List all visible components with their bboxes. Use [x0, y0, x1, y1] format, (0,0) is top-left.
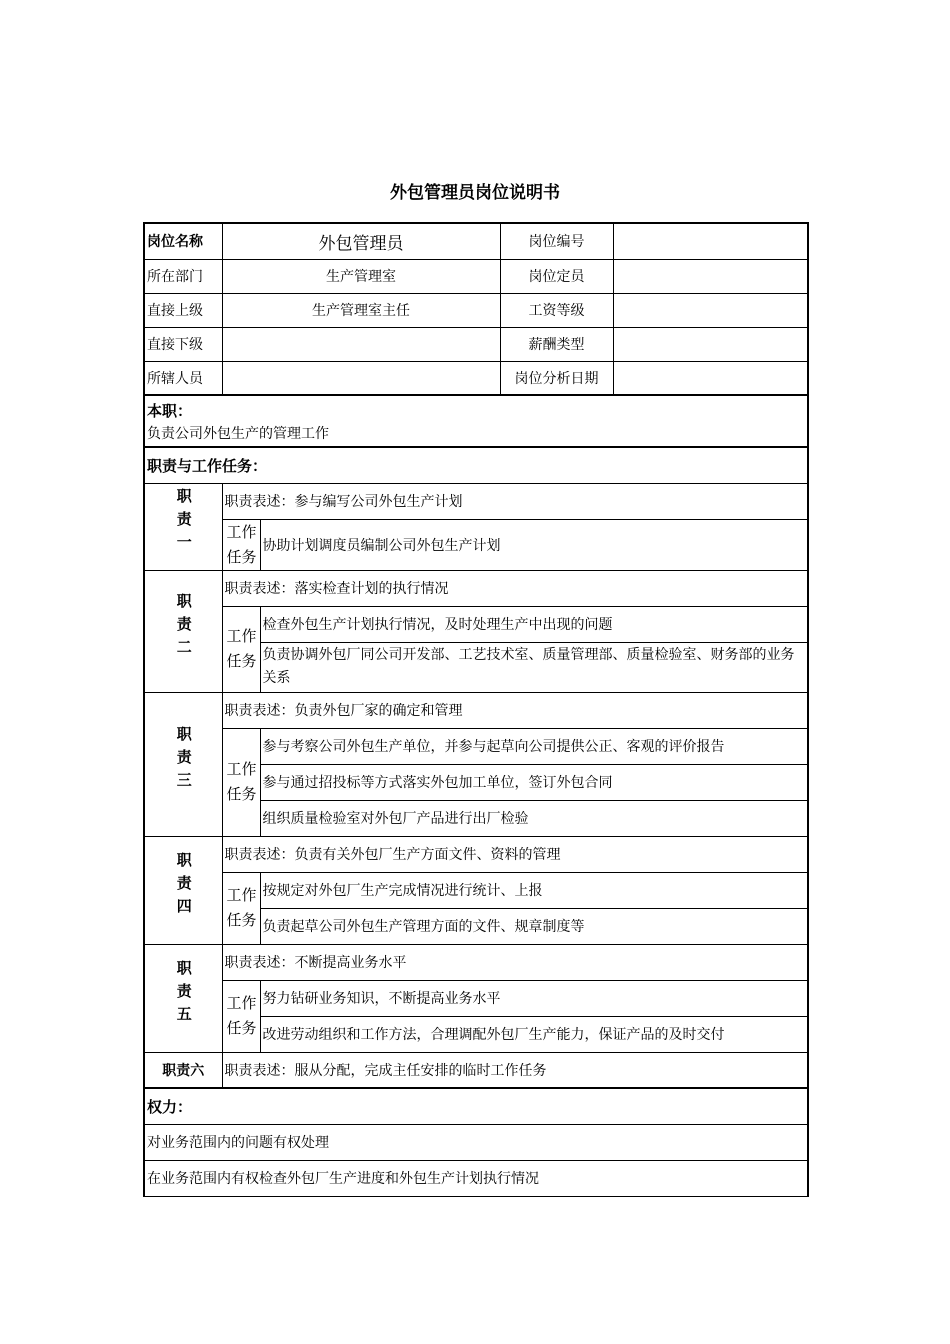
duty-5-label	[144, 944, 222, 1052]
duty-4-task-label	[222, 872, 260, 944]
position-name-value: 外包管理员	[222, 223, 500, 259]
superior-value: 生产管理室主任	[222, 293, 500, 327]
position-code-value	[613, 223, 808, 259]
wage-grade-label: 工资等级	[500, 293, 613, 327]
core-duty-label: 本职：	[147, 402, 193, 420]
duty-3-label	[144, 692, 222, 836]
duty-6-statement: 职责表述：服从分配，完成主任安排的临时工作任务	[222, 1052, 808, 1088]
duty-2-label-text: 职责二	[174, 592, 193, 662]
salary-type-value	[613, 327, 808, 361]
duty-5-statement: 职责表述：不断提高业务水平	[222, 944, 808, 980]
duty-2-statement: 职责表述：落实检查计划的执行情况	[222, 570, 808, 606]
duty-5-task-2: 改进劳动组织和工作方法，合理调配外包厂生产能力，保证产品的及时交付	[260, 1016, 808, 1052]
duty-2-task-label	[222, 606, 260, 692]
duties-header: 职责与工作任务：	[144, 447, 808, 483]
duty-2-label	[144, 570, 222, 692]
analysis-date-label: 岗位分析日期	[500, 361, 613, 395]
duty-3-task-2: 参与通过招投标等方式落实外包加工单位，签订外包合同	[260, 764, 808, 800]
duty-2-task-1: 检查外包生产计划执行情况，及时处理生产中出现的问题	[260, 606, 808, 642]
duty-5-label-text: 职责五	[174, 959, 193, 1029]
duty-1-label	[144, 483, 222, 570]
staff-value	[222, 361, 500, 395]
duty-3-task-label	[222, 728, 260, 836]
duty-1-task-label-text: 工作任务	[226, 522, 257, 566]
duty-3-task-label-text: 工作任务	[226, 760, 257, 803]
core-duty-value: 负责公司外包生产的管理工作	[147, 426, 329, 442]
headcount-label: 岗位定员	[500, 259, 613, 293]
duty-4-task-label-text: 工作任务	[226, 886, 257, 929]
duty-2-task-2: 负责协调外包厂同公司开发部、工艺技术室、质量管理部、质量检验室、财务部的业务关系	[260, 642, 808, 692]
department-value: 生产管理室	[222, 259, 500, 293]
duty-5-task-label	[222, 980, 260, 1052]
duty-4-task-1: 按规定对外包厂生产完成情况进行统计、上报	[260, 872, 808, 908]
authority-item-1: 对业务范围内的问题有权处理	[144, 1124, 808, 1160]
position-name-label: 岗位名称	[144, 223, 222, 259]
duty-5-task-label-text: 工作任务	[226, 994, 257, 1037]
duty-3-task-3: 组织质量检验室对外包厂产品进行出厂检验	[260, 800, 808, 836]
wage-grade-value	[613, 293, 808, 327]
duty-1-task-label	[222, 519, 260, 570]
duty-2-task-label-text: 工作任务	[226, 627, 257, 670]
duty-1-label-text: 职责一	[174, 488, 193, 557]
staff-label: 所辖人员	[144, 361, 222, 395]
document-title: 外包管理员岗位说明书	[390, 183, 560, 203]
duty-4-statement: 职责表述：负责有关外包厂生产方面文件、资料的管理	[222, 836, 808, 872]
authority-header: 权力：	[144, 1088, 808, 1124]
duty-6-label: 职责六	[144, 1052, 222, 1088]
duty-4-task-2: 负责起草公司外包生产管理方面的文件、规章制度等	[260, 908, 808, 944]
analysis-date-value	[613, 361, 808, 395]
duty-4-label-text: 职责四	[174, 851, 193, 921]
core-duty-cell	[144, 395, 808, 447]
salary-type-label: 薪酬类型	[500, 327, 613, 361]
duty-3-label-text: 职责三	[174, 725, 193, 795]
superior-label: 直接上级	[144, 293, 222, 327]
department-label: 所在部门	[144, 259, 222, 293]
duty-5-task-1: 努力钻研业务知识，不断提高业务水平	[260, 980, 808, 1016]
authority-item-2: 在业务范围内有权检查外包厂生产进度和外包生产计划执行情况	[144, 1160, 808, 1196]
duty-4-label	[144, 836, 222, 944]
duty-3-statement: 职责表述：负责外包厂家的确定和管理	[222, 692, 808, 728]
headcount-value	[613, 259, 808, 293]
duty-1-task-1: 协助计划调度员编制公司外包生产计划	[260, 519, 808, 570]
duty-3-task-1: 参与考察公司外包生产单位，并参与起草向公司提供公正、客观的评价报告	[260, 728, 808, 764]
subordinate-label: 直接下级	[144, 327, 222, 361]
subordinate-value	[222, 327, 500, 361]
position-code-label: 岗位编号	[500, 223, 613, 259]
duty-1-statement: 职责表述：参与编写公司外包生产计划	[222, 483, 808, 519]
job-description-table	[143, 222, 809, 1197]
